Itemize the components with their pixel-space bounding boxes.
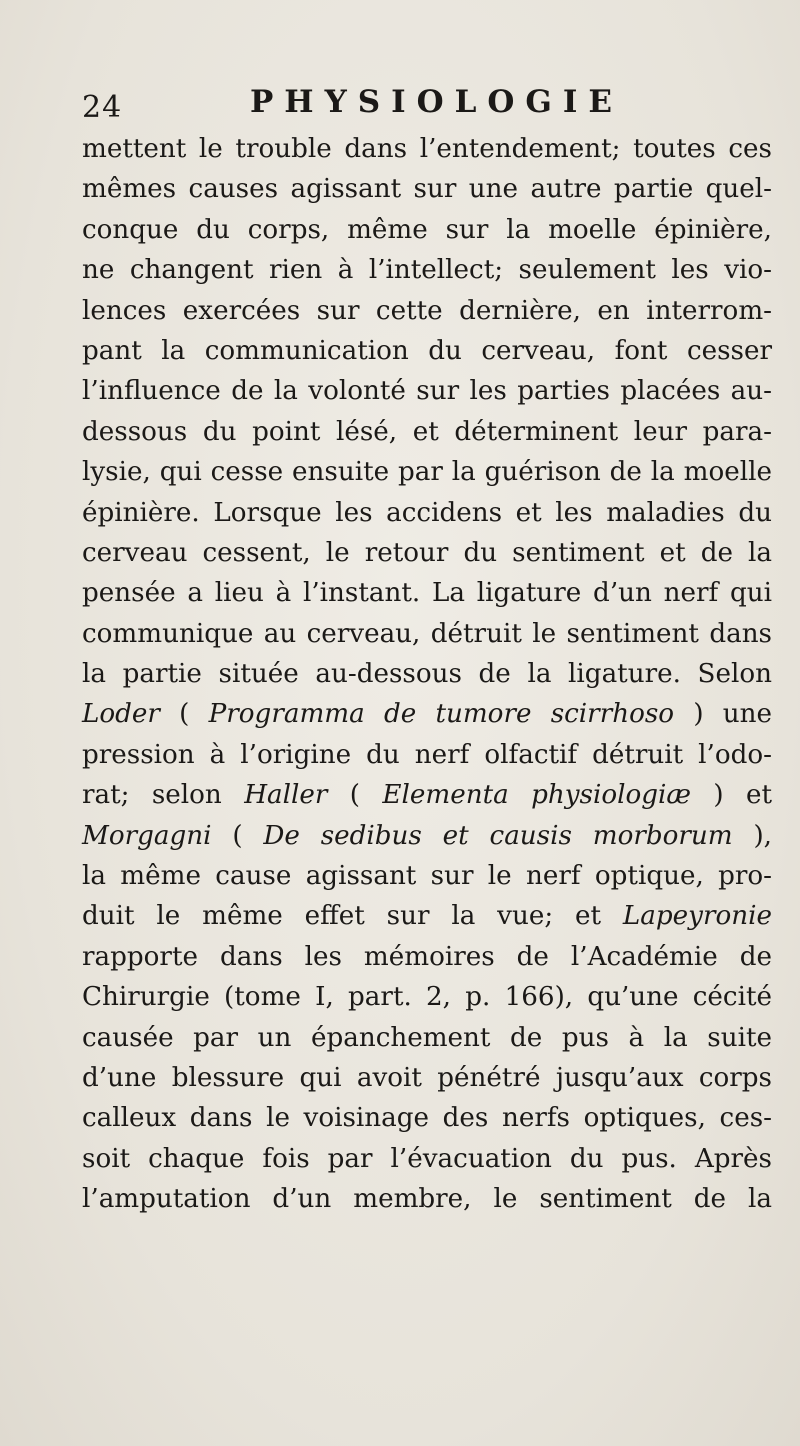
text-segment: ) et [691,780,772,811]
text-segment: épinière. Lorsque les accidens et les maladies du [82,497,772,528]
text-line [82,1098,772,1138]
text-segment: mettent le trouble dans l’entendement; toutes ces [82,134,772,164]
text-segment: causée par un épanchement de pus à la suite [82,1022,772,1053]
text-segment: ( [327,780,383,811]
text-line [82,331,772,371]
text-line [82,1139,772,1179]
text-line [82,977,772,1017]
text-segment: mêmes causes agissant sur une autre partie quel- [82,174,772,205]
text-line [82,856,772,896]
text-segment: communique au cerveau, détruit le sentiment dans [82,618,772,649]
text-line [82,452,772,492]
text-segment: ( [159,699,190,730]
italic-text: Programma de tumore scirrhoso [189,699,694,730]
text-line [82,250,772,290]
text-line [82,775,772,815]
text-segment: rapporte dans les mémoires de l’Académie de [82,941,772,972]
text-segment: Chirurgie (tome I, part. 2, p. 166), qu’une cécité [82,982,772,1013]
text-segment: ne changent rien à l’intellect; seulement les vio- [82,255,772,286]
text-line [82,694,772,734]
text-line [82,614,772,654]
text-line [82,1179,772,1219]
text-line [82,371,772,411]
text-line [82,412,772,452]
text-line [82,937,772,977]
text-segment: duit le même effet sur la vue; et [82,901,623,932]
italic-text: Loder [82,699,160,730]
text-line [82,169,772,209]
text-segment: pant la communication du cerveau, font cesser [82,335,772,366]
text-line [82,1058,772,1098]
text-segment: cerveau cessent, le retour du sentiment et de la [82,537,772,568]
text-segment: l’influence de la volonté sur les parties placées au- [82,376,772,407]
text-segment: d’une blessure qui avoit pénétré jusqu’aux corps [82,1062,772,1093]
text-segment: dessous du point lésé, et déterminent leur para- [82,416,772,447]
text-segment: la partie située au-dessous de la ligature. Selon [82,659,772,690]
page-header [0,84,800,124]
italic-text: Elementa physiologiæ [382,780,691,811]
text-line [82,129,772,169]
italic-text: De sedibus et causis morborum [242,820,754,851]
text-line [82,533,772,573]
body-text [82,129,772,1220]
text-segment: calleux dans le voisinage des nerfs optiques, ces- [82,1103,772,1134]
text-segment: pression à l’origine du nerf olfactif détruit l’odo- [82,739,772,770]
text-segment: lysie, qui cesse ensuite par la guérison de la moelle [82,457,772,488]
italic-text: Morgagni [82,820,212,851]
text-segment: conque du corps, même sur la moelle épinière, [82,214,772,245]
text-segment: ), [753,820,772,851]
text-segment: ) une [693,699,772,730]
text-segment: ( [211,820,243,851]
text-line [82,493,772,533]
text-line [82,291,772,331]
page-number: 24 [82,90,123,125]
text-line [82,1018,772,1058]
text-line [82,735,772,775]
text-line [82,573,772,613]
italic-text: Lapeyronie [622,901,772,932]
running-head: PHYSIOLOGIE [250,84,624,120]
text-segment: soit chaque fois par l’évacuation du pus. Après [82,1143,772,1174]
text-line [82,896,772,936]
text-segment: la même cause agissant sur le nerf optique, pro- [82,861,772,892]
text-line [82,210,772,250]
text-segment: lences exercées sur cette dernière, en interrom- [82,295,772,326]
text-segment: l’amputation d’un membre, le sentiment de la [82,1184,772,1215]
text-line [82,654,772,694]
text-line [82,816,772,856]
text-segment: rat; selon [82,780,245,811]
text-segment: pensée a lieu à l’instant. La ligature d’un nerf qui [82,578,772,609]
italic-text: Haller [244,780,328,811]
